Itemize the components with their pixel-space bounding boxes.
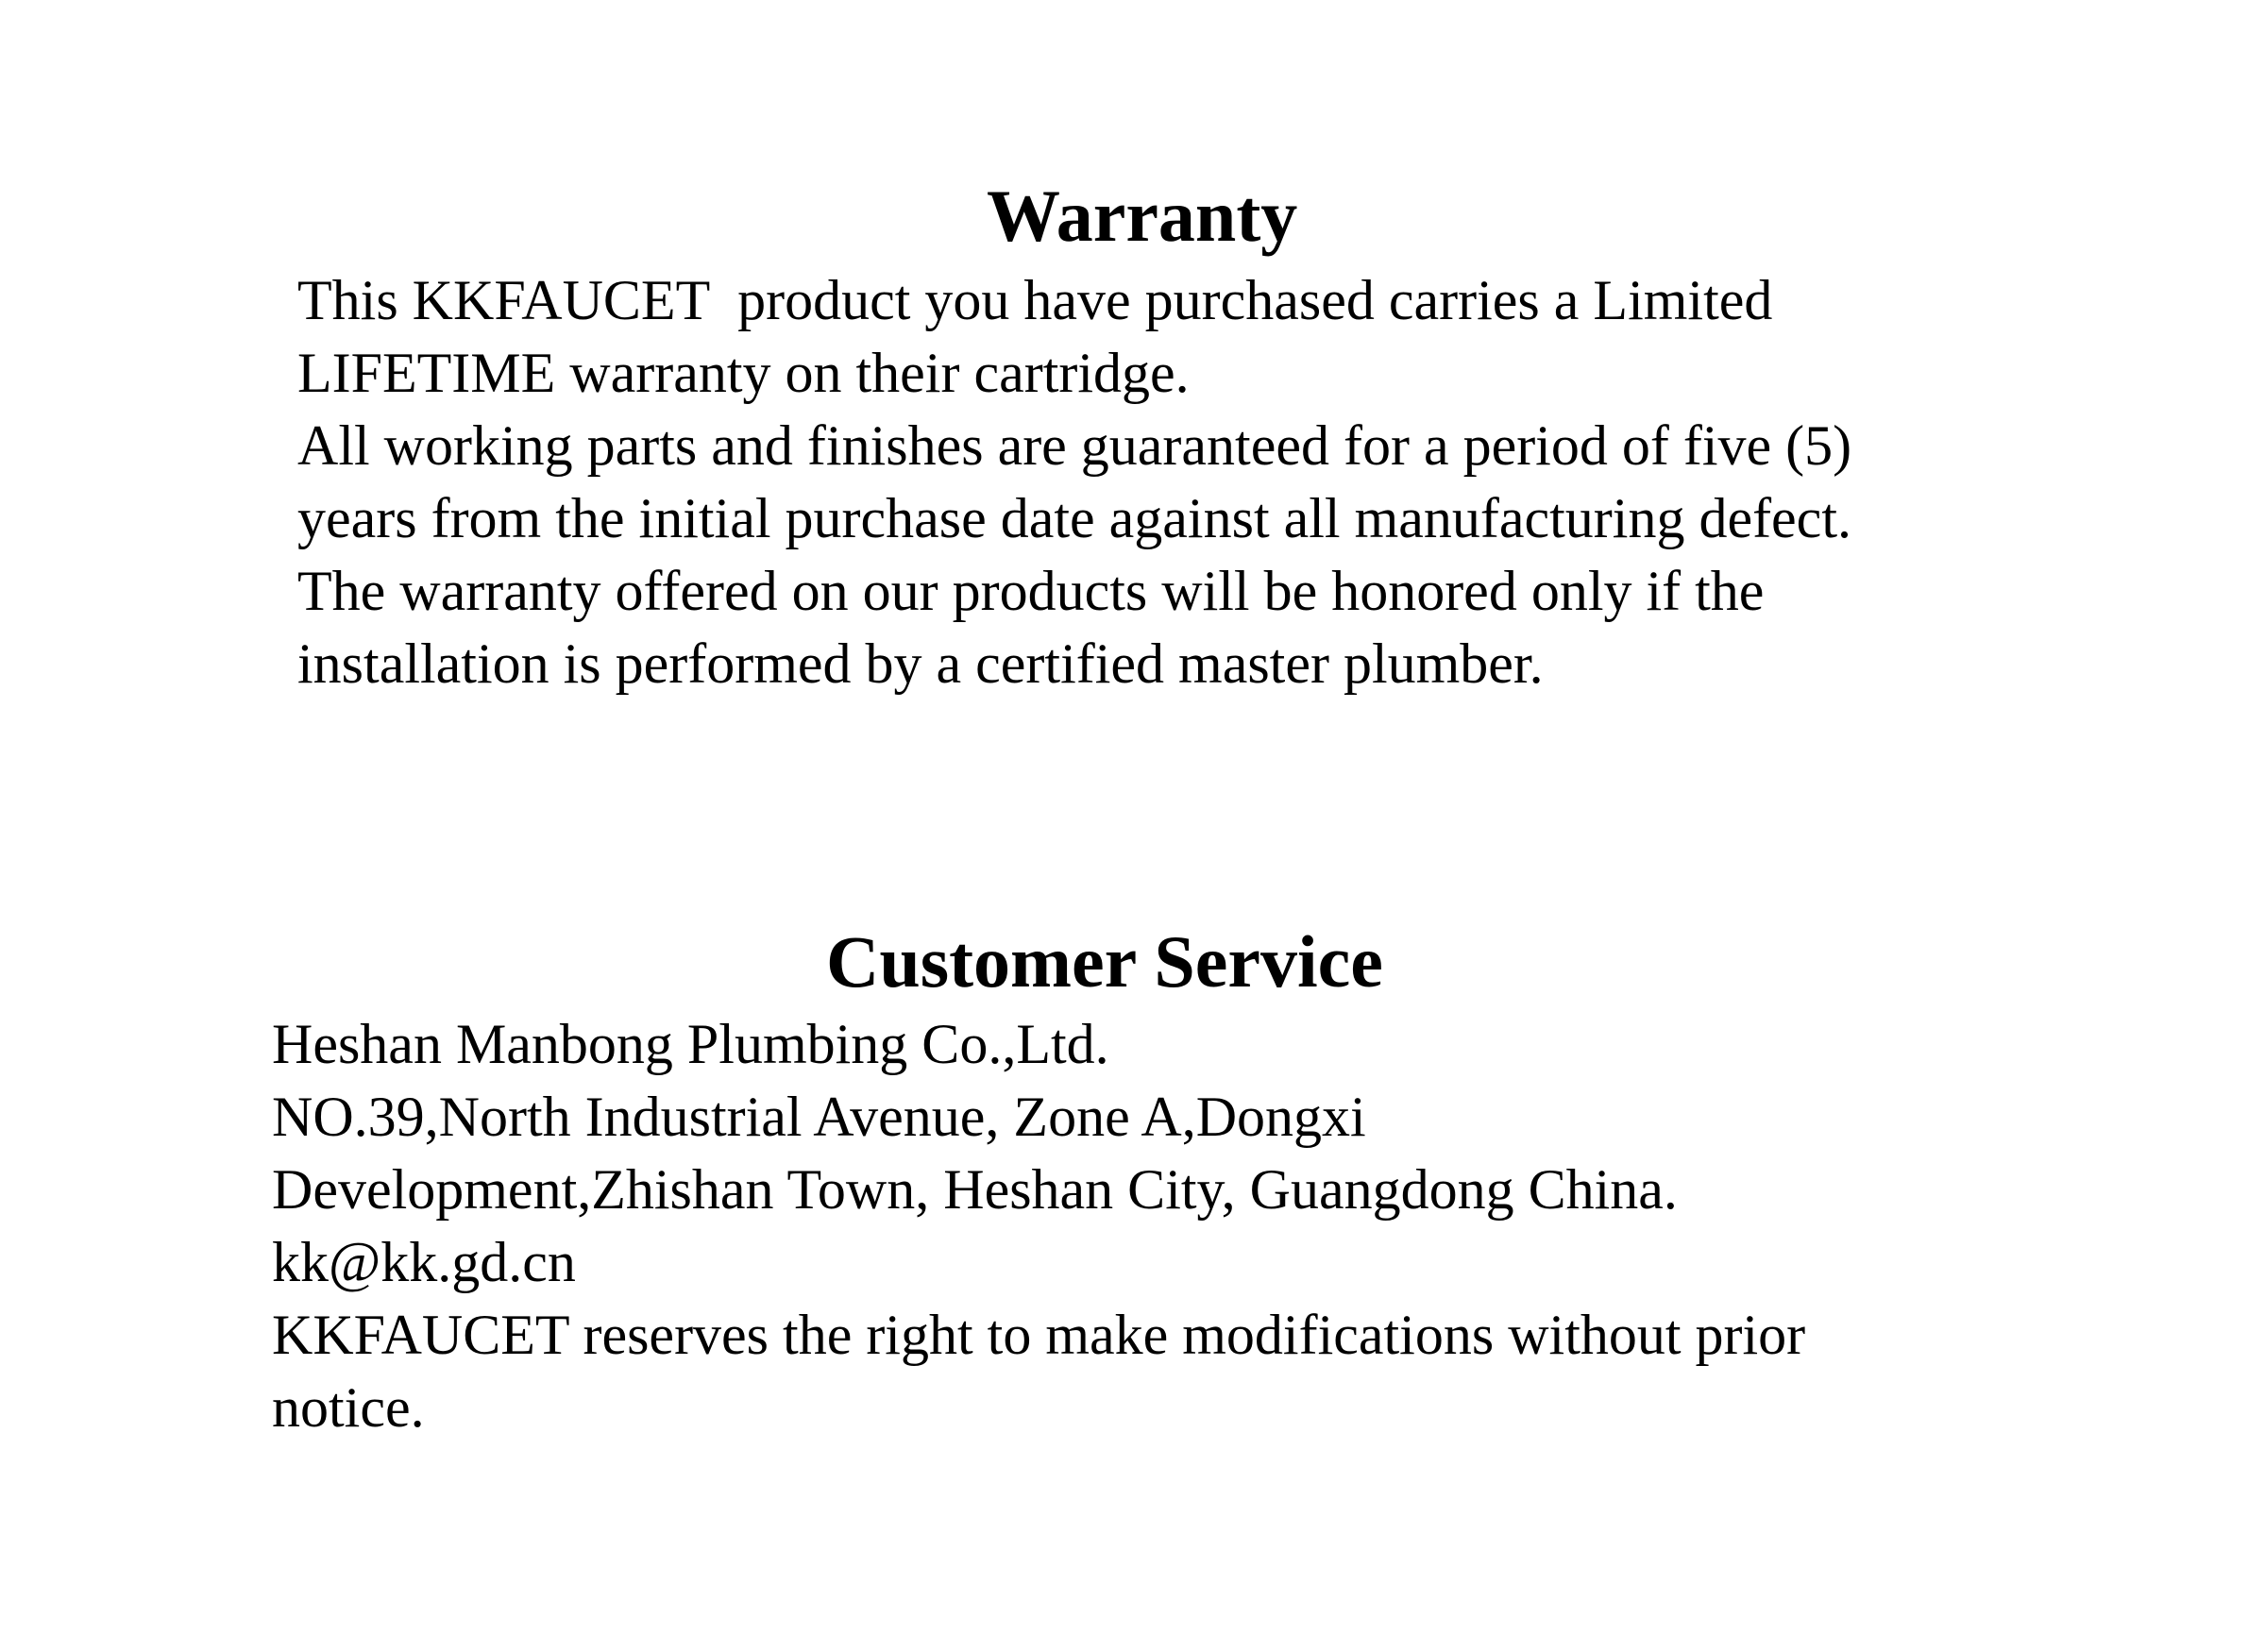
notice-line: notice. (272, 1376, 425, 1439)
warranty-title: Warranty (987, 175, 1298, 257)
warranty-line: This KKFAUCET product you have purchased carries a Limited (297, 269, 1773, 331)
warranty-line: installation is performed by a certified master plumber. (297, 632, 1544, 695)
warranty-body (297, 264, 1851, 700)
address-line: NO.39,North Industrial Avenue, Zone A,Dongxi (272, 1086, 1366, 1148)
customer-service-body (272, 1008, 1805, 1444)
warranty-line: All working parts and finishes are guaranteed for a period of five (5) (297, 414, 1852, 477)
warranty-line: The warranty offered on our products will be honored only if the (297, 560, 1765, 622)
warranty-line: years from the initial purchase date against all manufacturing defect. (297, 487, 1851, 549)
warranty-line: LIFETIME warranty on their cartridge. (297, 342, 1190, 404)
customer-service-title: Customer Service (826, 920, 1383, 1003)
contact-email: kk@kk.gd.cn (272, 1231, 576, 1293)
notice-line: KKFAUCET reserves the right to make modifications without prior (272, 1304, 1806, 1366)
address-line: Development,Zhishan Town, Heshan City, Guangdong China. (272, 1158, 1678, 1221)
company-name: Heshan Manbong Plumbing Co.,Ltd. (272, 1013, 1109, 1075)
